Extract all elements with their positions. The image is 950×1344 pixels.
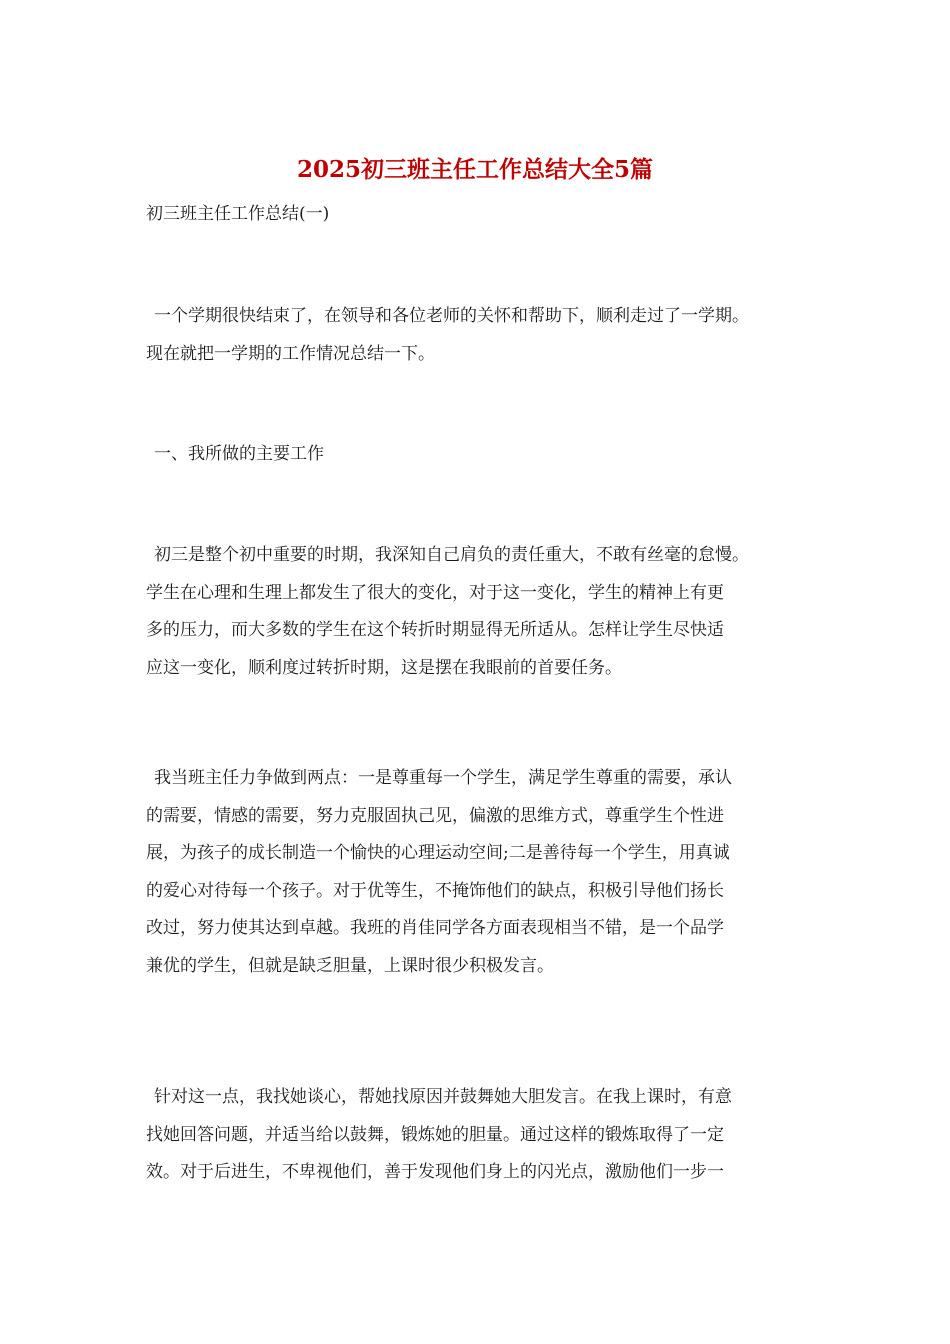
paragraph-line: 多的压力，而大多数的学生在这个转折时期显得无所适从。怎样让学生尽快适 bbox=[146, 620, 724, 640]
paragraph-intro bbox=[146, 298, 814, 373]
section-heading bbox=[146, 436, 814, 474]
paragraph-line: 应这一变化，顺利度过转折时期，这是摆在我眼前的首要任务。 bbox=[146, 657, 622, 678]
paragraph-body-3 bbox=[146, 1079, 814, 1192]
paragraph-line: 的需要，情感的需要，努力克服固执己见，偏激的思维方式，尊重学生个性进 bbox=[146, 805, 724, 826]
paragraph-line: 一个学期很快结束了，在领导和各位老师的关怀和帮助下，顺利走过了一学期。 bbox=[154, 306, 749, 326]
paragraph-line: 我当班主任力争做到两点：一是尊重每一个学生，满足学生尊重的需要，承认 bbox=[154, 768, 732, 788]
paragraph-line: 现在就把一学期的工作情况总结一下。 bbox=[146, 343, 435, 364]
document-title: 2025初三班主任工作总结大全5篇 bbox=[296, 156, 654, 183]
document-subtitle: 初三班主任工作总结(一) bbox=[146, 204, 330, 224]
paragraph-line: 学生在心理和生理上都发生了很大的变化，对于这一变化，学生的精神上有更 bbox=[146, 582, 724, 603]
paragraph-body-2 bbox=[146, 760, 814, 985]
paragraph-line: 兼优的学生，但就是缺乏胆量，上课时很少积极发言。 bbox=[146, 955, 554, 976]
paragraph-line: 效。对于后进生，不卑视他们，善于发现他们身上的闪光点，激励他们一步一 bbox=[146, 1162, 724, 1182]
paragraph-line: 展，为孩子的成长制造一个愉快的心理运动空间;二是善待每一个学生，用真诚 bbox=[146, 843, 730, 863]
paragraph-line: 一、我所做的主要工作 bbox=[154, 444, 324, 464]
paragraph-line: 改过，努力使其达到卓越。我班的肖佳同学各方面表现相当不错，是一个品学 bbox=[146, 918, 724, 938]
paragraph-line: 初三是整个初中重要的时期，我深知自己肩负的责任重大，不敢有丝毫的怠慢。 bbox=[154, 545, 749, 565]
paragraph-line: 的爱心对待每一个孩子。对于优等生，不掩饰他们的缺点，积极引导他们扬长 bbox=[146, 880, 724, 901]
paragraph-line: 找她回答问题，并适当给以鼓舞，锻炼她的胆量。通过这样的锻炼取得了一定 bbox=[146, 1124, 724, 1145]
paragraph-line: 针对这一点，我找她谈心，帮她找原因并鼓舞她大胆发言。在我上课时，有意 bbox=[154, 1087, 732, 1107]
paragraph-body-1 bbox=[146, 537, 814, 687]
